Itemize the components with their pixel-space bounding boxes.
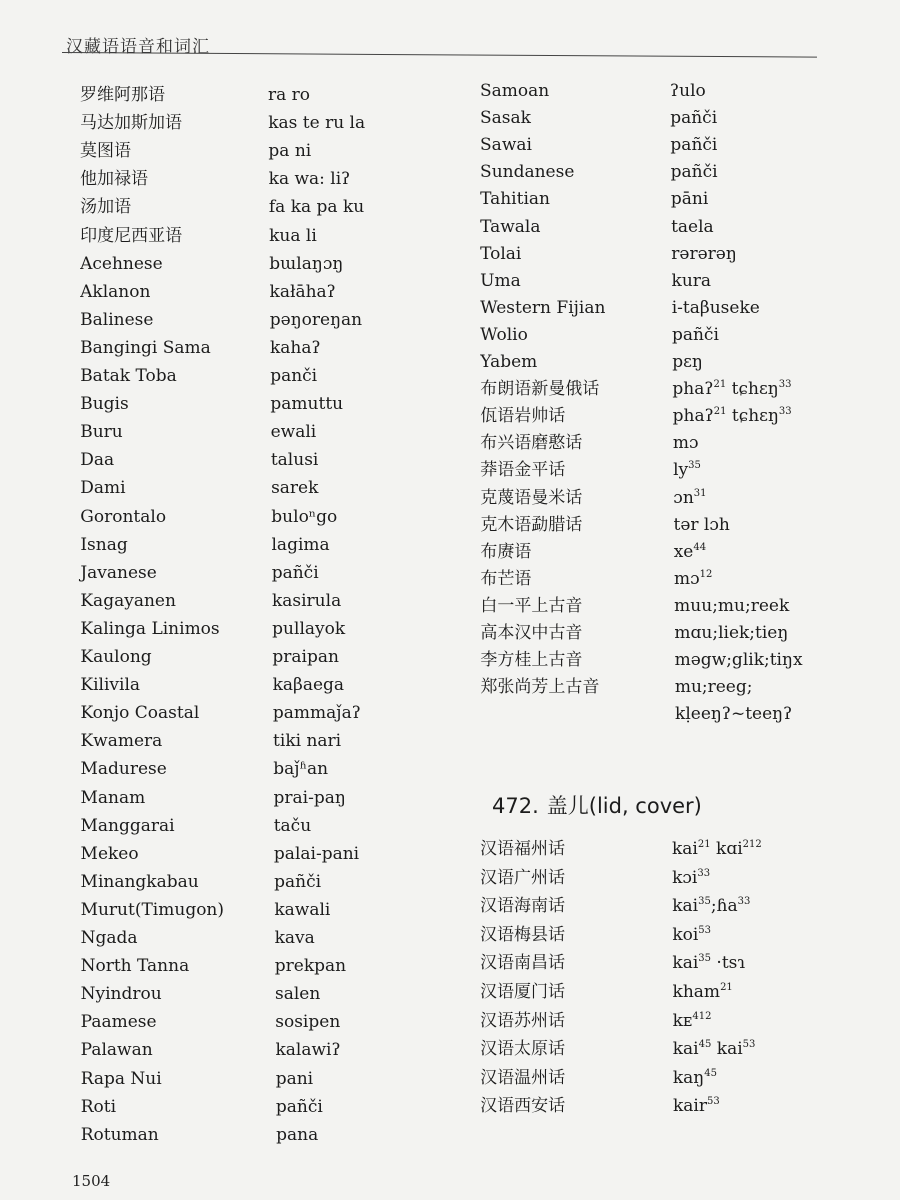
word-form: kᴇ$^{412}$ xyxy=(672,1010,712,1031)
word-form: pani xyxy=(275,1068,314,1089)
language-name: Manam xyxy=(80,787,146,808)
word-form: məgw;glik;tiŋx xyxy=(674,650,803,671)
language-name: 汉语苏州话 xyxy=(480,1010,566,1031)
word-form: kawali xyxy=(274,899,331,920)
word-form: pañči xyxy=(671,324,719,345)
language-name: Nyindrou xyxy=(80,984,162,1005)
word-form: ewali xyxy=(270,422,317,443)
language-name: 汉语太原话 xyxy=(480,1039,566,1060)
word-form: ka wa: liʔ xyxy=(268,169,351,190)
word-form: mɔ xyxy=(672,433,699,454)
word-form: pañči xyxy=(275,1096,323,1117)
language-name: Tawala xyxy=(480,216,541,237)
language-name: Sundanese xyxy=(480,162,575,183)
language-name: 汉语西安话 xyxy=(480,1096,566,1117)
language-name: 布芒语 xyxy=(480,568,532,589)
language-name: 佤语岩帅话 xyxy=(480,406,566,427)
word-form: kai$^{35}$ ·tsɿ xyxy=(672,953,746,974)
word-form: prai-paŋ xyxy=(273,787,346,808)
word-form: $xe^{44}$ xyxy=(673,541,707,562)
word-form: ra ro xyxy=(268,85,311,105)
language-name: Murut(Timugon) xyxy=(80,899,225,920)
word-form: salen xyxy=(275,984,321,1005)
language-name: 汉语南昌话 xyxy=(480,953,566,974)
language-name: Sasak xyxy=(480,108,531,129)
language-name: Acehnese xyxy=(80,253,163,274)
language-name: Wolio xyxy=(480,324,528,345)
word-form: pāni xyxy=(670,189,709,210)
language-name: Roti xyxy=(80,1096,117,1117)
word-form: palai-pani xyxy=(273,843,360,864)
word-form: kava xyxy=(274,928,315,948)
word-form: fa ka pa ku xyxy=(268,197,365,218)
language-name: Paamese xyxy=(80,1012,157,1033)
language-name: 李方桂上古音 xyxy=(480,650,583,671)
word-form: kḷeeŋʔ~teeŋʔ xyxy=(675,704,793,725)
language-name: 他加禄语 xyxy=(80,169,149,190)
word-form: lagima xyxy=(271,534,330,555)
word-form: kałāhaʔ xyxy=(269,281,336,302)
language-name: Manggarai xyxy=(80,815,175,836)
language-name: 汉语广州话 xyxy=(480,867,565,888)
language-name: Dami xyxy=(80,478,126,499)
word-form: kura xyxy=(671,270,712,291)
word-form: pañči xyxy=(670,162,718,183)
word-form: pañči xyxy=(670,135,718,156)
word-form: kua li xyxy=(269,225,317,246)
language-name: 高本汉中古音 xyxy=(480,623,583,643)
word-form: mu;reeg; xyxy=(674,677,753,698)
section-title-text: 盖儿(lid, cover) xyxy=(546,794,702,818)
section-number: 472. xyxy=(492,794,539,818)
page-number: 1504 xyxy=(72,1172,111,1190)
language-name: Western Fijian xyxy=(480,297,606,318)
language-name: Konjo Coastal xyxy=(80,703,200,724)
word-form: taela xyxy=(671,216,714,237)
word-form: kaŋ$^{45}$ xyxy=(672,1067,717,1088)
language-name: 汉语厦门话 xyxy=(480,982,566,1002)
section-heading xyxy=(492,790,710,820)
word-form: kɔi$^{33}$ xyxy=(672,867,711,888)
word-form: pɛŋ xyxy=(672,352,703,372)
word-form: ʔulo xyxy=(670,81,706,101)
word-form: kas te ru la xyxy=(268,113,366,134)
word-form: praipan xyxy=(272,647,339,667)
word-form: pəŋoreŋan xyxy=(269,309,363,330)
language-name: North Tanna xyxy=(80,956,190,977)
language-name: 白一平上古音 xyxy=(480,595,583,616)
language-name: Javanese xyxy=(80,562,157,583)
language-name: Kilivila xyxy=(80,675,141,696)
word-form: buloⁿgo xyxy=(271,506,338,527)
word-form: ɔn$^{31}$ xyxy=(673,487,707,508)
word-form: kahaʔ xyxy=(269,337,321,358)
word-form: kasirula xyxy=(271,590,342,611)
language-name: Yabem xyxy=(480,352,538,372)
language-name: Buru xyxy=(80,422,123,443)
language-name: 印度尼西亚语 xyxy=(80,225,183,246)
word-form: muu;mu;reek xyxy=(674,595,790,616)
language-name: Rotuman xyxy=(80,1124,159,1145)
language-name: Tolai xyxy=(480,243,522,264)
word-form: mɑu;liek;tieŋ xyxy=(674,623,789,643)
word-form: rərərəŋ xyxy=(671,243,737,264)
language-name: 莽语金平话 xyxy=(480,460,566,481)
language-name: 莫图语 xyxy=(80,141,132,162)
word-form: taču xyxy=(273,815,312,836)
language-name: Palawan xyxy=(80,1040,153,1061)
word-form: pana xyxy=(276,1124,319,1145)
word-form: prekpan xyxy=(274,956,347,977)
language-name: 布兴语磨憨话 xyxy=(480,433,583,454)
word-form: baǰʱan xyxy=(273,759,329,780)
language-name: Isnag xyxy=(80,534,128,555)
language-name: Tahitian xyxy=(480,189,550,210)
language-name: 汉语海南话 xyxy=(480,896,566,917)
language-name: Balinese xyxy=(80,309,154,330)
word-form: tər lɔh xyxy=(673,514,730,535)
language-name: 汉语福州话 xyxy=(480,839,565,859)
language-name: Rapa Nui xyxy=(80,1068,162,1089)
language-name: Sawai xyxy=(480,135,532,156)
language-name: Kagayanen xyxy=(80,590,176,611)
word-form: bɯlaŋɔŋ xyxy=(269,253,344,274)
language-name: Ngada xyxy=(80,928,138,948)
language-name: 汉语温州话 xyxy=(480,1067,566,1088)
word-form: panči xyxy=(270,366,318,386)
language-name: Kalinga Linimos xyxy=(80,618,220,639)
language-name: Aklanon xyxy=(80,281,151,302)
language-name: 郑张尚芳上古音 xyxy=(480,677,600,698)
language-name: Bugis xyxy=(80,394,129,415)
word-form: phaʔ$^{21}$ tɕhɛŋ$^{33}$ xyxy=(672,379,792,400)
word-form: talusi xyxy=(270,450,319,471)
language-name: Kwamera xyxy=(80,731,163,752)
word-form: pammaǰaʔ xyxy=(272,703,361,724)
language-name: Daa xyxy=(80,450,115,471)
language-name: Minangkabau xyxy=(80,871,199,892)
word-form: kai$^{21}$ kɑi$^{212}$ xyxy=(672,839,762,859)
language-name: Uma xyxy=(480,270,521,291)
word-form: i-taβuseke xyxy=(671,297,760,318)
word-form: tiki nari xyxy=(273,731,342,752)
language-name: Mekeo xyxy=(80,843,139,864)
word-form: sarek xyxy=(271,478,319,499)
language-name: 汤加语 xyxy=(80,197,132,218)
language-name: 汉语梅县话 xyxy=(480,924,566,945)
language-name: 克木语勐腊话 xyxy=(480,514,583,535)
language-name: 克蔑语曼米话 xyxy=(480,487,583,508)
word-form: kai$^{35}$;ɦa$^{33}$ xyxy=(672,896,751,917)
running-header: 汉藏语语音和词汇 xyxy=(66,37,210,57)
word-form: pamuttu xyxy=(270,394,344,415)
language-name: 马达加斯加语 xyxy=(80,113,183,134)
language-name: 布赓语 xyxy=(480,541,532,562)
word-form: pa ni xyxy=(268,141,312,162)
word-form: $ly^{35}$ xyxy=(673,460,701,481)
word-form: kai$^{45}$ kai$^{53}$ xyxy=(672,1039,756,1060)
word-form: koi$^{53}$ xyxy=(672,924,712,945)
language-name: Bangingi Sama xyxy=(80,337,211,358)
language-name: 布朗语新曼俄话 xyxy=(480,379,600,400)
word-form: kham$^{21}$ xyxy=(672,982,733,1002)
word-form: pañči xyxy=(670,108,718,129)
language-name: 罗维阿那语 xyxy=(80,85,165,105)
word-form: kalawiʔ xyxy=(275,1040,341,1061)
word-form: pañči xyxy=(271,562,319,583)
word-form: kaβaega xyxy=(272,675,345,696)
language-name: Gorontalo xyxy=(80,506,167,527)
word-form: pañči xyxy=(274,871,322,892)
language-name: Samoan xyxy=(480,81,550,101)
language-name: Madurese xyxy=(80,759,167,780)
word-form: pullayok xyxy=(272,618,346,639)
word-form: mɔ$^{12}$ xyxy=(673,568,713,589)
word-form: sosipen xyxy=(275,1012,341,1033)
word-form: phaʔ$^{21}$ tɕhɛŋ$^{33}$ xyxy=(672,406,792,427)
language-name: Kaulong xyxy=(80,647,152,667)
word-form: kair$^{53}$ xyxy=(672,1096,720,1117)
language-name: Batak Toba xyxy=(80,366,177,386)
